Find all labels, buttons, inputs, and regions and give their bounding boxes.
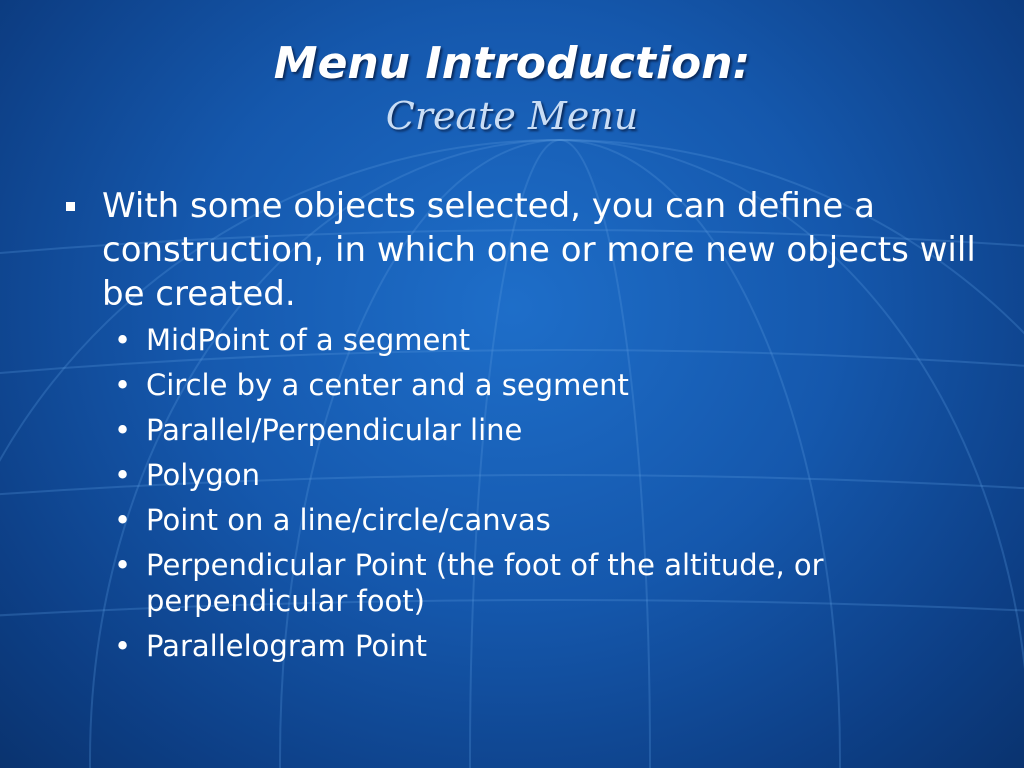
slide-body [58,184,978,673]
slide-title: Menu Introduction: [273,38,751,89]
bullet-icon: • [114,413,132,447]
square-bullet-icon [66,202,75,211]
main-bullet-text: With some objects selected, you can define a construction, in which one or more new objects will be created. [102,186,976,314]
bullet-icon: • [114,629,132,663]
sub-bullet-item [114,322,978,358]
sub-bullet-text: Perpendicular Point (the foot of the altitude, or perpendicular foot) [146,548,824,618]
sub-bullet-text: Parallel/Perpendicular line [146,413,523,447]
title-block [0,36,1024,140]
sub-bullet-text: Circle by a center and a segment [146,368,629,402]
bullet-icon: • [114,368,132,402]
sub-bullet-item [114,412,978,448]
sub-bullet-text: Point on a line/circle/canvas [146,503,551,537]
sub-bullet-item [114,547,978,619]
sub-bullet-item [114,628,978,664]
sub-bullet-text: MidPoint of a segment [146,323,471,357]
sub-bullet-item [114,457,978,493]
bullet-icon: • [114,323,132,357]
bullet-icon: • [114,503,132,537]
sub-bullet-item [114,502,978,538]
sub-bullet-list [58,322,978,664]
sub-bullet-item [114,367,978,403]
bullet-icon: • [114,548,132,582]
sub-bullet-text: Polygon [146,458,260,492]
sub-bullet-text: Parallelogram Point [146,629,427,663]
bullet-icon: • [114,458,132,492]
slide-subtitle: Create Menu [385,94,639,138]
main-bullet-item [58,184,978,316]
